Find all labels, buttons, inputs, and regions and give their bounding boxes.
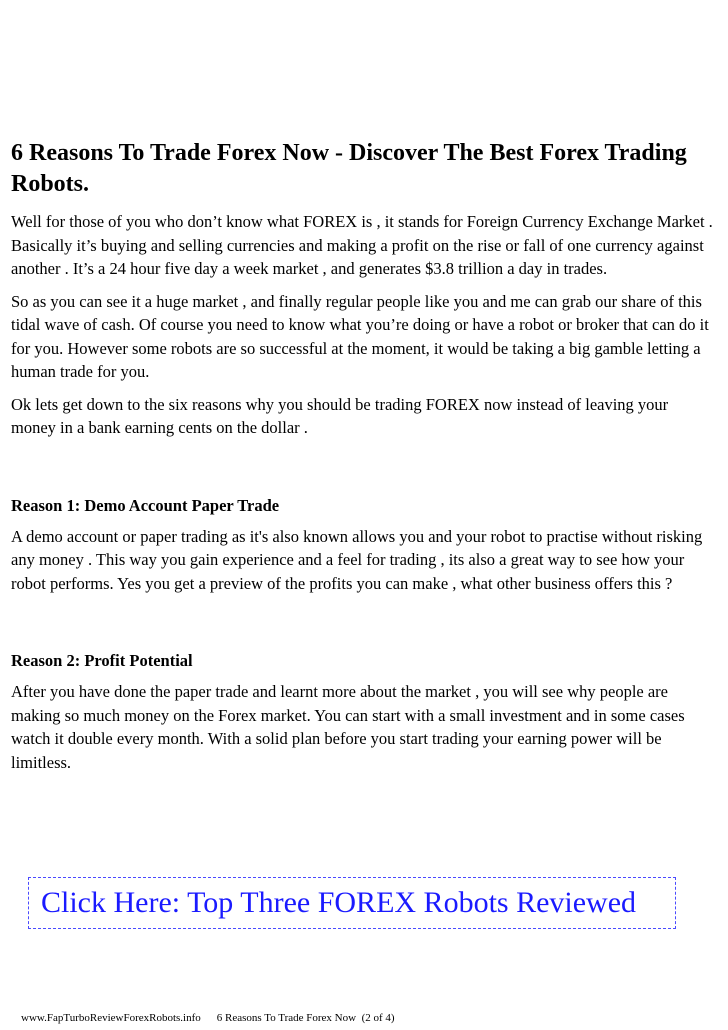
page-title: 6 Reasons To Trade Forex Now - Discover The Best Forex Trading Robots. [11, 140, 687, 197]
spacer [11, 449, 717, 495]
reason-1-body: A demo account or paper trading as it's also known allows you and your robot to practise without risking any money . This way you gain experience and a feel for trading , its also a great way to see how your robot performs. Yes you get a preview of the profits you can make , what other business offers this ? [11, 526, 703, 593]
intro-paragraph-3: Ok lets get down to the six reasons why you should be trading FOREX now instead of leaving your money in a bank earning cents on the dollar . [11, 394, 669, 437]
reason-2-body: After you have done the paper trade and learnt more about the market , you will see why people are making so much money on the Forex market. You can start with a small investment and in some cases watch it double every month. With a solid plan before you start trading your earning power will be limitless. [11, 682, 685, 772]
spacer [11, 604, 717, 650]
page-footer [21, 1011, 395, 1025]
intro-paragraph-1: Well for those of you who don’t know what FOREX is , it stands for Foreign Currency Exchange Market . Basically it’s buying and selling currencies and making a profit on the rise or fall of one currency against another . It’s a 24 hour five day a week market , and generates $3.8 trillion a day in trades. [11, 212, 713, 278]
footer-site-url: www.FapTurboReviewForexRobots.info [21, 1012, 201, 1024]
reason-1-heading: Reason 1: Demo Account Paper Trade [11, 495, 280, 515]
reason-2-heading: Reason 2: Profit Potential [11, 651, 193, 670]
intro-paragraph-2: So as you can see it a huge market , and finally regular people like you and me can grab our share of this tidal wave of cash. Of course you need to know what you’re doing or have a robot or broker that can do it for you. However some robots are so successful at the moment, it would be taking a big gamble letting a human trade for you. [11, 291, 709, 381]
top-forex-robots-link[interactable]: Click Here: Top Three FOREX Robots Reviewed [41, 886, 637, 919]
footer-page-info: (2 of 4) [361, 1012, 395, 1024]
article [11, 138, 717, 783]
cta-box [28, 877, 676, 929]
footer-doc-title: 6 Reasons To Trade Forex Now [216, 1012, 357, 1024]
